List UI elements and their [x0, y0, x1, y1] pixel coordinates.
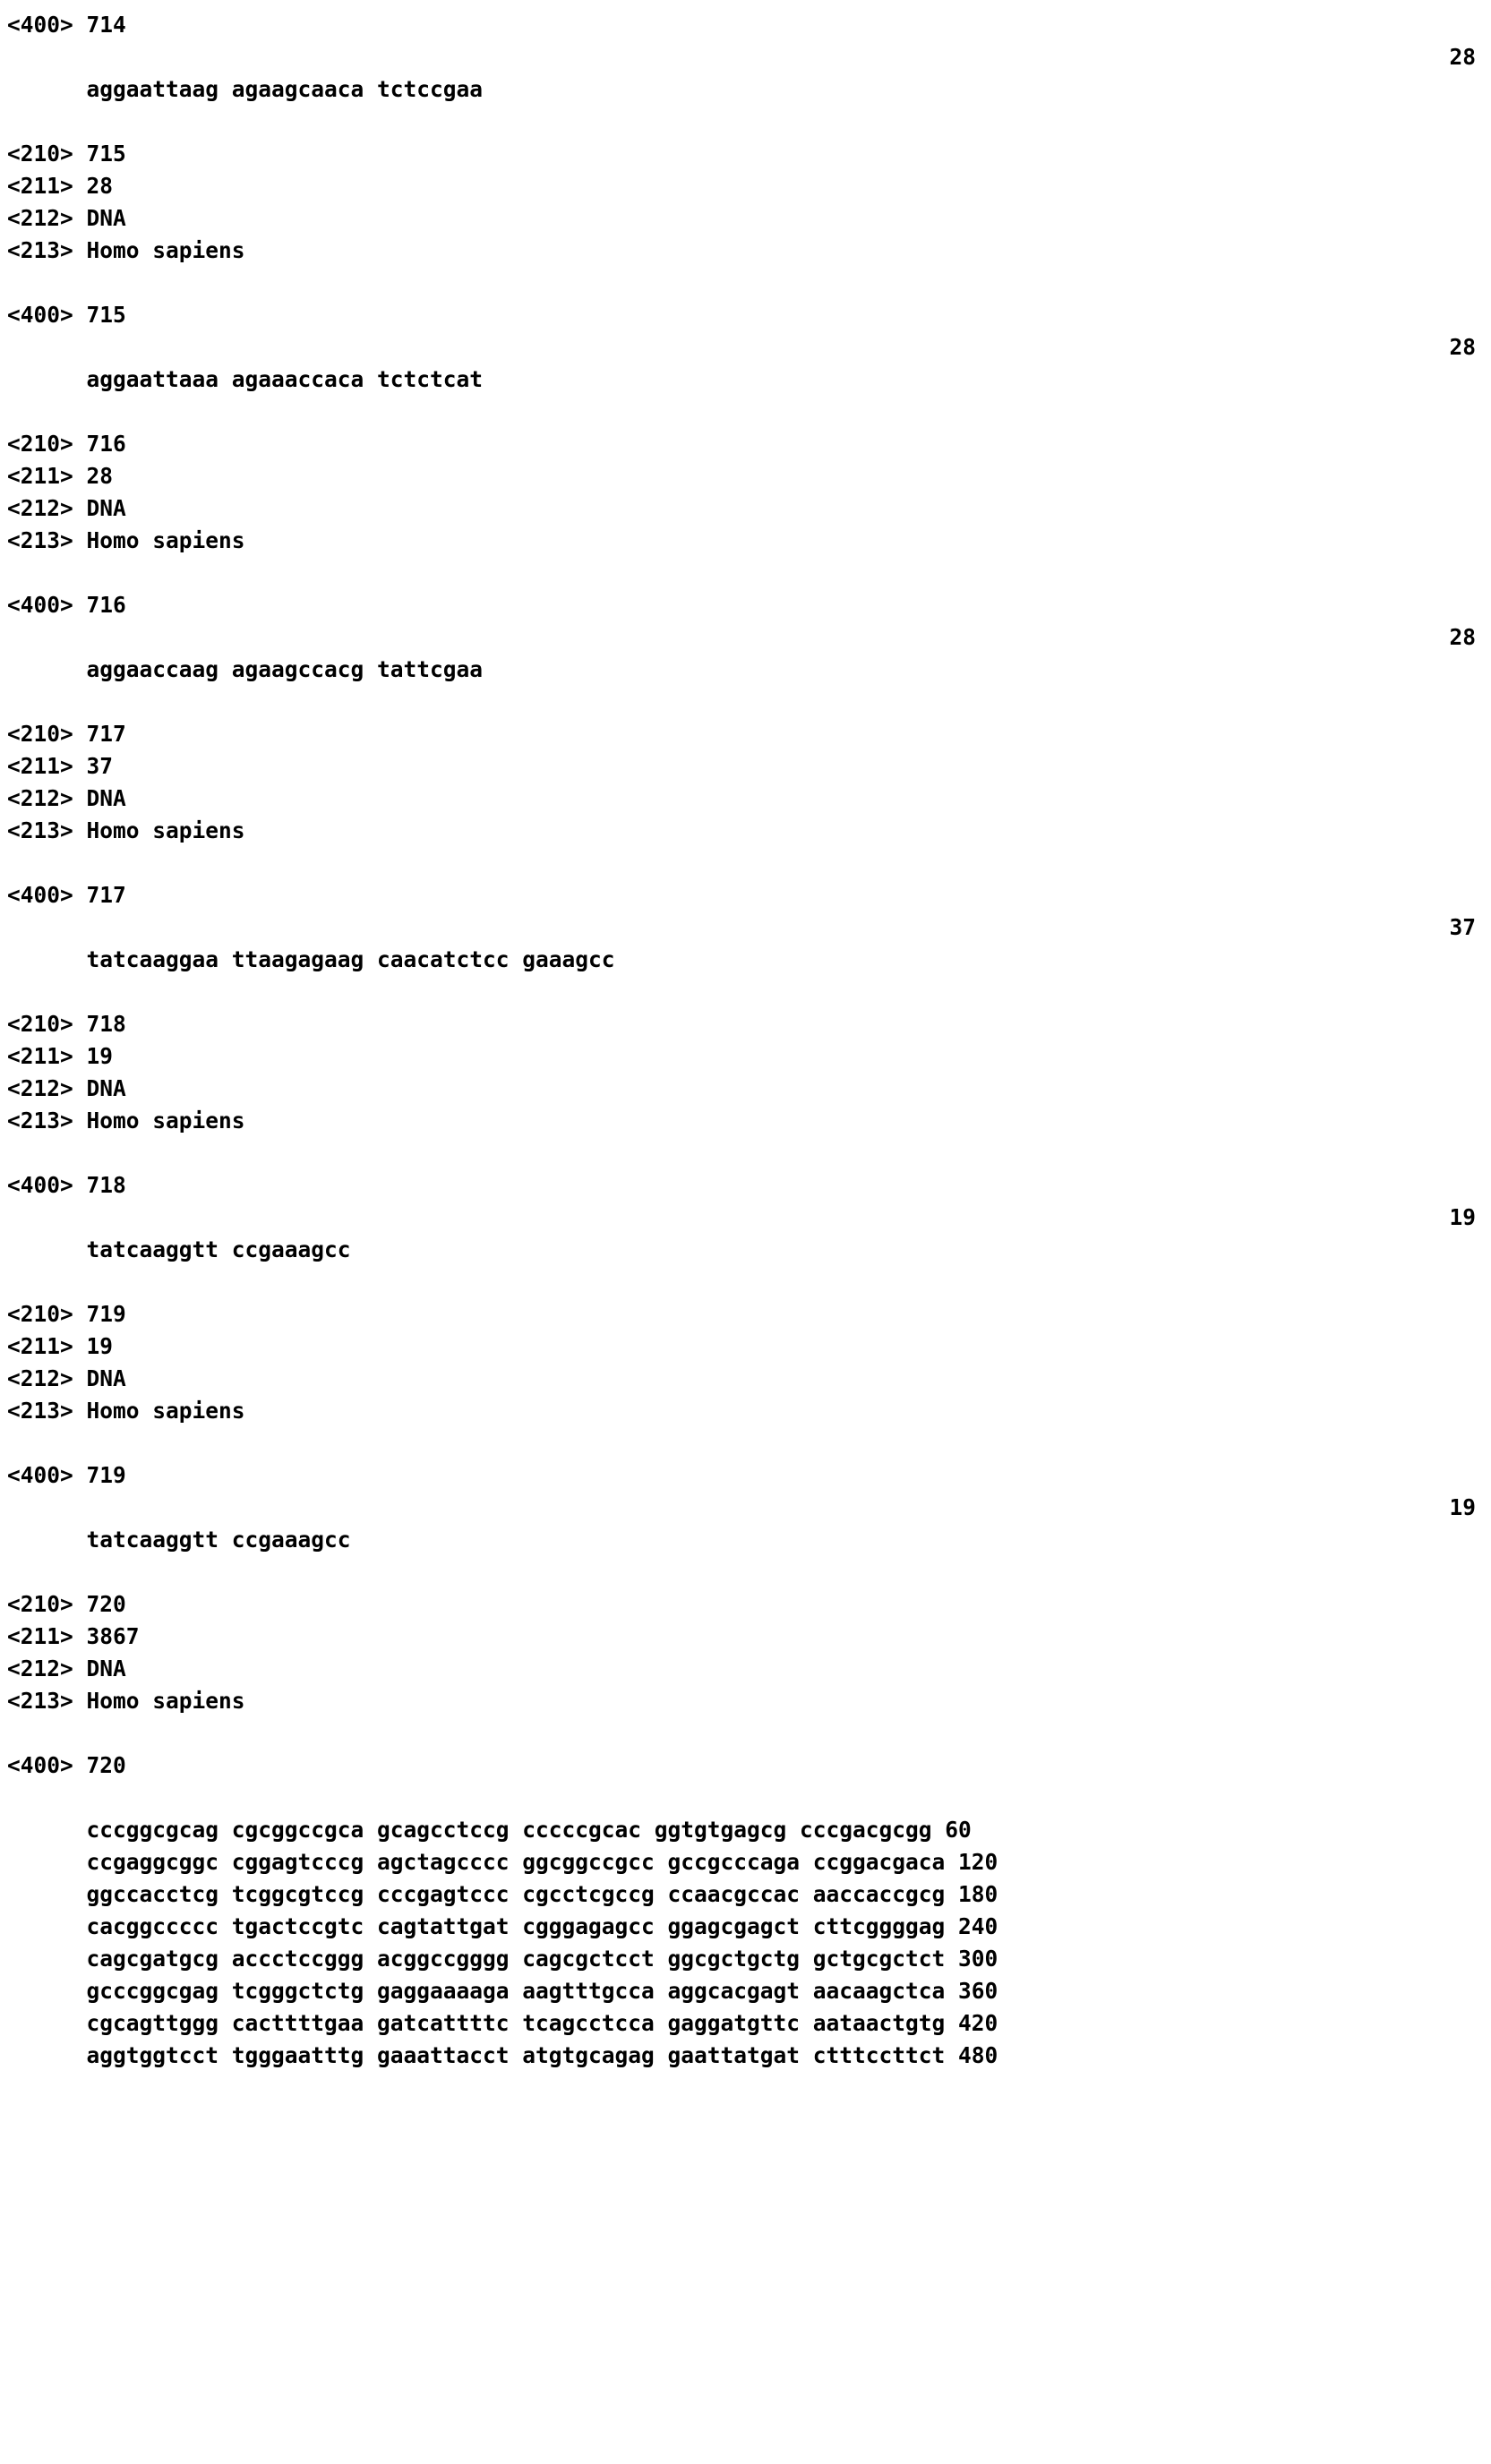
sequence-text: aggaattaaa agaaaccaca tctctcat: [86, 366, 484, 392]
sequence-text: tatcaaggtt ccgaaagcc: [86, 1236, 351, 1262]
sequence-tag: <400> 720: [7, 1752, 126, 1778]
seq-type-line: <212> DNA: [7, 495, 126, 521]
sequence-line-number: 480: [958, 2042, 998, 2068]
sequence-line: [7, 331, 1491, 392]
sequence-line: [7, 1202, 1491, 1262]
sequence-tag: <400> 717: [7, 882, 126, 908]
sequence-line-number: 19: [1449, 1494, 1476, 1520]
sequence-line-number: 420: [958, 2010, 998, 2036]
sequence-line-number: 60: [945, 1817, 972, 1843]
sequence-text: ccgaggcggc cggagtcccg agctagcccc ggcggccgcc gccgcccaga ccggacgaca: [86, 1849, 959, 1875]
sequence-tag: <400> 718: [7, 1172, 126, 1198]
sequence-line-number: 37: [1449, 914, 1476, 940]
sequence-text: cgcagttggg cacttttgaa gatcattttc tcagcctcca gaggatgttc aataactgtg: [86, 2010, 959, 2036]
seq-id-line: <210> 715: [7, 141, 126, 167]
sequence-line: [7, 1911, 1491, 1972]
seq-organism-line: <213> Homo sapiens: [7, 817, 245, 843]
seq-type-line: <212> DNA: [7, 785, 126, 811]
sequence-line-number: 28: [1449, 44, 1476, 70]
sequence-entry: [7, 138, 1491, 392]
seq-id-line: <210> 720: [7, 1591, 126, 1617]
sequence-line: [7, 1492, 1491, 1553]
sequence-line-number: 28: [1449, 334, 1476, 360]
sequence-line-number: 19: [1449, 1204, 1476, 1230]
sequence-text: ggccacctcg tcggcgtccg cccgagtccc cgcctcgccg ccaacgccac aaccaccgcg: [86, 1881, 959, 1907]
sequence-text: cacggccccc tgactccgtc cagtattgat cgggagagcc ggagcgagct cttcggggag: [86, 1913, 959, 1939]
sequence-entry: [7, 718, 1491, 972]
seq-length-line: <211> 28: [7, 463, 114, 489]
sequence-entry: [7, 9, 1491, 102]
sequence-entry: [7, 428, 1491, 682]
seq-length-line: <211> 37: [7, 753, 114, 779]
sequence-line-number: 240: [958, 1913, 998, 1939]
sequence-line-number: 120: [958, 1849, 998, 1875]
sequence-text: tatcaaggaa ttaagagaag caacatctcc gaaagcc: [86, 946, 615, 972]
spacer: [7, 847, 1491, 879]
spacer: [7, 1427, 1491, 1459]
seq-type-line: <212> DNA: [7, 1656, 126, 1681]
spacer: [7, 267, 1491, 299]
seq-organism-line: <213> Homo sapiens: [7, 527, 245, 553]
seq-organism-line: <213> Homo sapiens: [7, 1688, 245, 1714]
seq-type-line: <212> DNA: [7, 205, 126, 231]
spacer: [7, 557, 1491, 589]
sequence-text: tatcaaggtt ccgaaagcc: [86, 1527, 351, 1553]
seq-id-line: <210> 717: [7, 721, 126, 747]
sequence-entry: [7, 1008, 1491, 1262]
spacer: [7, 1717, 1491, 1750]
seq-length-line: <211> 19: [7, 1043, 114, 1069]
sequence-tag: <400> 719: [7, 1462, 126, 1488]
sequence-line: [7, 1814, 1491, 1875]
sequence-tag: <400> 716: [7, 592, 126, 618]
sequence-text: gcccggcgag tcgggctctg gaggaaaaga aagtttgcca aggcacgagt aacaagctca: [86, 1978, 959, 2004]
sequence-text: aggaattaag agaagcaaca tctccgaa: [86, 76, 484, 102]
seq-length-line: <211> 3867: [7, 1623, 140, 1649]
sequence-text: aggaaccaag agaagccacg tattcgaa: [86, 656, 484, 682]
sequence-line: [7, 1975, 1491, 2036]
sequence-line: [7, 1782, 1491, 1843]
sequence-line: [7, 41, 1491, 102]
seq-organism-line: <213> Homo sapiens: [7, 237, 245, 263]
sequence-tag: <400> 714: [7, 12, 126, 38]
sequence-line: [7, 911, 1491, 972]
seq-id-line: <210> 719: [7, 1301, 126, 1327]
sequence-entry: [7, 1298, 1491, 1553]
sequence-line: [7, 621, 1491, 682]
seq-id-line: <210> 718: [7, 1011, 126, 1037]
seq-length-line: <211> 19: [7, 1333, 114, 1359]
sequence-text: cagcgatgcg accctccggg acggccgggg cagcgctcct ggcgctgctg gctgcgctct: [86, 1946, 959, 1972]
sequence-text: cccggcgcag cgcggccgca gcagcctccg cccccgcac ggtgtgagcg cccgacgcgg: [86, 1817, 946, 1843]
sequence-line-number: 300: [958, 1946, 998, 1972]
seq-length-line: <211> 28: [7, 173, 114, 199]
seq-type-line: <212> DNA: [7, 1075, 126, 1101]
sequence-line-number: 360: [958, 1978, 998, 2004]
sequence-entry: [7, 1588, 1491, 2068]
sequence-line: [7, 1943, 1491, 2004]
seq-type-line: <212> DNA: [7, 1365, 126, 1391]
sequence-line-number: 28: [1449, 624, 1476, 650]
sequence-text: aggtggtcct tgggaatttg gaaattacct atgtgcagag gaattatgat ctttccttct: [86, 2042, 959, 2068]
seq-id-line: <210> 716: [7, 431, 126, 457]
seq-organism-line: <213> Homo sapiens: [7, 1108, 245, 1134]
sequence-line: [7, 1878, 1491, 1939]
sequence-line: [7, 1846, 1491, 1907]
sequence-line: [7, 2007, 1491, 2068]
spacer: [7, 1137, 1491, 1169]
seq-organism-line: <213> Homo sapiens: [7, 1398, 245, 1424]
sequence-tag: <400> 715: [7, 302, 126, 328]
sequence-line-number: 180: [958, 1881, 998, 1907]
